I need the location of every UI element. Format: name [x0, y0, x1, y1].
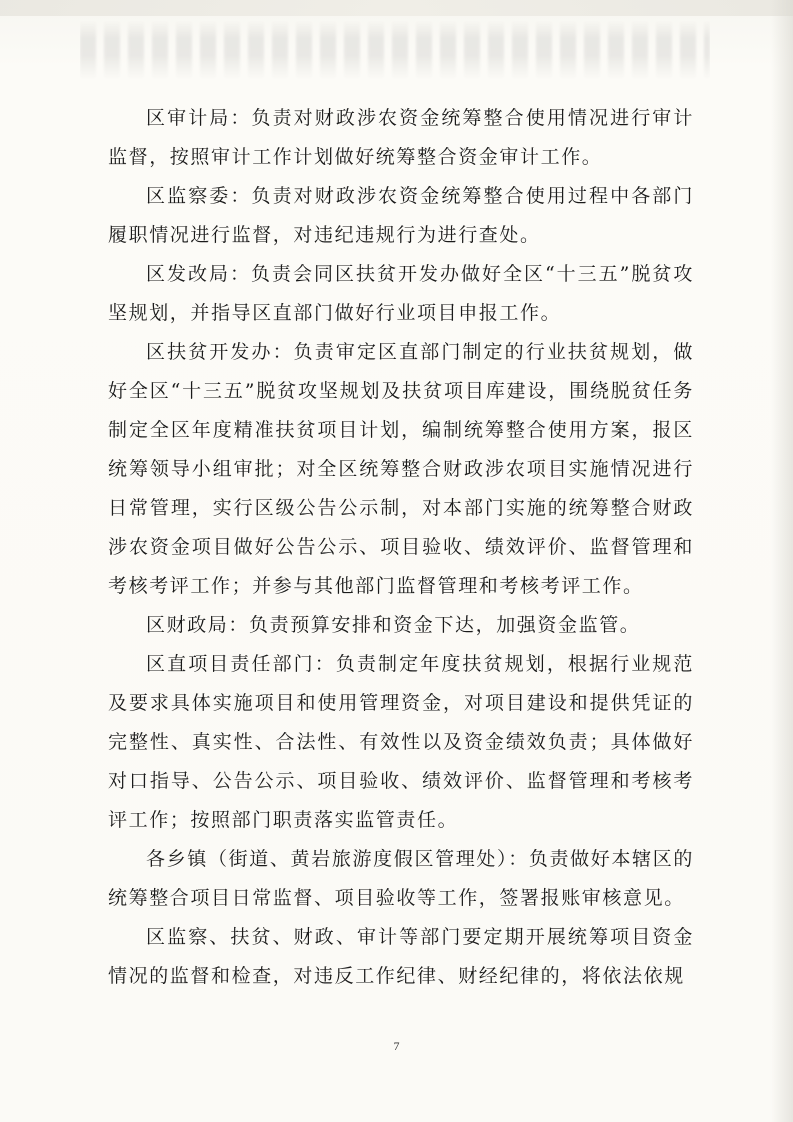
page-number: 7: [393, 1039, 400, 1053]
paragraph-project-departments: 区直项目责任部门：负责制定年度扶贫规划，根据行业规范及要求具体实施项目和使用管理资金，对项目建设和提供凭证的完整性、真实性、合法性、有效性以及资金绩效负责；具体做好对口指导、公告公示、项目验收、绩效评价、监督管理和考核考评工作；按照部门职责落实监管责任。: [108, 653, 694, 831]
paragraph-finance-bureau: 区财政局：负责预算安排和资金下达，加强资金监管。: [146, 614, 641, 636]
show-through-text: [80, 20, 710, 80]
paragraph-audit-bureau: 区审计局：负责对财政涉农资金统筹整合使用情况进行审计监督，按照审计工作计划做好统筹整合资金审计工作。: [108, 107, 694, 168]
document-body: [108, 99, 694, 996]
paragraph-poverty-alleviation-office: 区扶贫开发办：负责审定区直部门制定的行业扶贫规划，做好全区“十三五”脱贫攻坚规划及扶贫项目库建设，围绕脱贫任务制定全区年度精准扶贫项目计划，编制统筹整合使用方案，报区统筹领导小组审批；对全区统筹整合财政涉农项目实施情况进行日常管理，实行区级公告公示制，对本部门实施的统筹整合财政涉农资金项目做好公告公示、项目验收、绩效评价、监督管理和考核考评工作；并参与其他部门监督管理和考核考评工作。: [108, 341, 694, 597]
paragraph-townships: 各乡镇（街道、黄岩旅游度假区管理处）：负责做好本辖区的统筹整合项目日常监督、项目验收等工作，签署报账审核意见。: [108, 848, 694, 909]
paragraph-development-reform-bureau: 区发改局：负责会同区扶贫开发办做好全区“十三五”脱贫攻坚规划，并指导区直部门做好行业项目申报工作。: [108, 263, 694, 324]
paragraph-inspection: 区监察、扶贫、财政、审计等部门要定期开展统筹项目资金情况的监督和检查，对违反工作纪律、财经纪律的，将依法依规: [108, 926, 694, 987]
scan-top-edge: [0, 0, 793, 16]
scan-right-edge: [771, 0, 793, 1122]
paragraph-supervision-committee: 区监察委：负责对财政涉农资金统筹整合使用过程中各部门履职情况进行监督，对违纪违规行为进行查处。: [108, 185, 694, 246]
